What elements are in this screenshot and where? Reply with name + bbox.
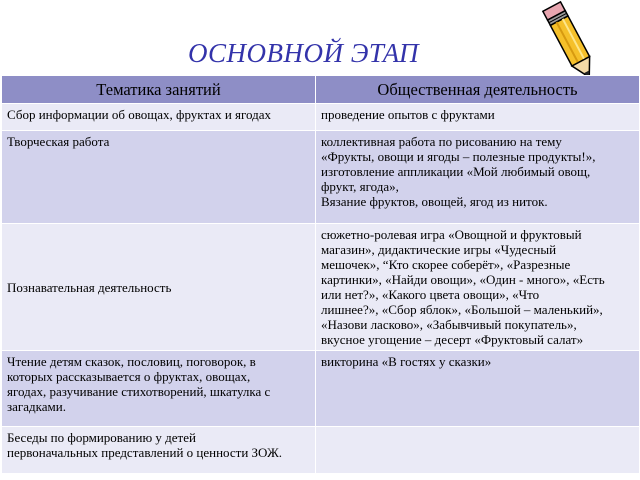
table-header-row (2, 76, 640, 104)
table-row (2, 131, 640, 224)
topic-line: первоначальных представлений о ценности ЗОЖ. (7, 445, 283, 460)
topic-text: Творческая работа (7, 134, 110, 149)
activity-cell (316, 427, 640, 474)
table-row (2, 104, 640, 131)
activity-cell (316, 104, 640, 131)
activity-cell (316, 224, 640, 351)
topic-cell (2, 104, 316, 131)
activity-text: проведение опытов с фруктами (321, 107, 495, 122)
activity-line: сюжетно-ролевая игра «Овощной и фруктовый (321, 227, 582, 242)
topic-cell (2, 351, 316, 427)
topic-text: Познавательная деятельность (7, 279, 172, 295)
table-row (2, 427, 640, 474)
header-topics: Тематика занятий (2, 76, 316, 104)
topic-text: Сбор информации об овощах, фруктах и ягодах (7, 107, 272, 122)
activities-table (1, 75, 640, 474)
activity-line: лишнее?», «Сбор яблок», «Большой – маленький», (321, 302, 603, 317)
activity-line: коллективная работа по рисованию на тему (321, 134, 562, 149)
page-title: ОСНОВНОЙ ЭТАП (188, 38, 420, 68)
header-activities: Общественная деятельность (316, 76, 640, 104)
activity-text: викторина «В гостях у сказки» (321, 354, 492, 369)
topic-cell (2, 427, 316, 474)
activity-line: картинки», «Найди овощи», «Один - много», «Есть (321, 272, 605, 287)
activity-line: или нет?», «Какого цвета овощи», «Что (321, 287, 540, 302)
topic-line: которых рассказывается о фруктах, овощах, (7, 369, 251, 384)
activity-line: «Назови ласково», «Забывчивый покупатель», (321, 317, 577, 332)
table-row (2, 351, 640, 427)
activity-line: магазин», дидактические игры «Чудесный (321, 242, 557, 257)
topic-line: Чтение детям сказок, пословиц, поговорок, в (7, 354, 256, 369)
activity-line: «Фрукты, овощи и ягоды – полезные продукты!», (321, 149, 596, 164)
table-row (2, 224, 640, 351)
activity-line: вкусное угощение – десерт «Фруктовый салат» (321, 332, 584, 347)
activity-line: Вязание фруктов, овощей, ягод из ниток. (321, 194, 548, 209)
topic-line: Беседы по формированию у детей (7, 430, 196, 445)
topic-line: загадками. (7, 399, 66, 414)
topic-cell (2, 224, 316, 351)
activity-cell (316, 131, 640, 224)
activity-line: мешочек», “Кто скорее соберёт», «Разрезные (321, 257, 571, 272)
topic-line: ягодах, разучивание стихотворений, шкатулка с (7, 384, 271, 399)
activity-cell (316, 351, 640, 427)
topic-cell (2, 131, 316, 224)
activity-line: фрукт, ягода», (321, 179, 399, 194)
pencil-icon (530, 0, 610, 82)
activity-line: изготовление аппликации «Мой любимый овощ, (321, 164, 591, 179)
